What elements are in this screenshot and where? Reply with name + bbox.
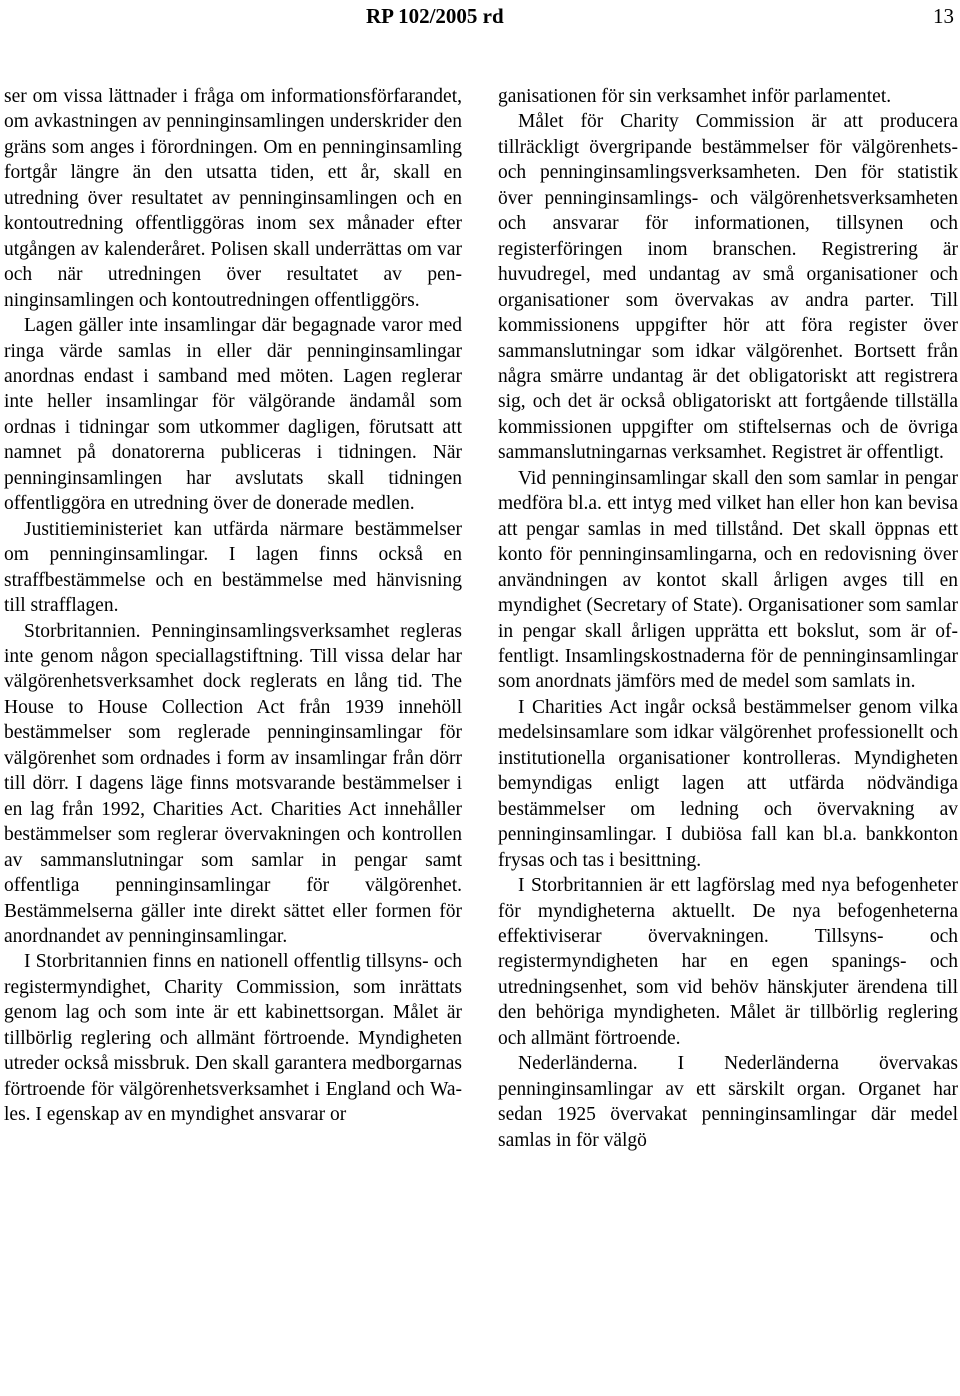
paragraph: Lagen gäller inte insamlingar där begagnade varor med ringa värde samlas in eller där penninginsamlingar anordnas endast i samband med möten. Lagen reglerar inte heller insamlingar för välgörande ändamål som ordnas i tidningar som utkommer dagligen, förutsatt att namnet på donatorerna publiceras i tidningen. När penninginsamlingen har avslutats skall tidningen offentliggöra en utredning över de donerade medlen. xyxy=(4,315,462,515)
paragraph: Storbritannien. Penninginsamlingsverksamhet regleras inte genom någon speciallagstiftning. Till vissa delar har välgörenhetsverksamhet dock reglerats en lång tid. The House to House Collection Act från 1939 innehöll bestämmelser som reglerade penninginsamlingar för välgörenhet som ordnades i form av insamlingar från dörr till dörr. I dagens läge finns motsvarande bestämmelser i en lag från 1992, Charities Act. Charities Act innehåller bestämmelser som reglerar övervakningen och kontrollen av sammanslutningar som samlar in pengar samt offentliga penninginsamlingar för välgörenhet. Bestämmelserna gäller inte direkt sättet eller formen för anordnandet av penninginsamlingar. xyxy=(4,620,462,947)
paragraph: Justitieministeriet kan utfärda närmare bestämmelser om penninginsamlingar. I lagen finns också en straffbestämmelse och en bestämmelse med hänvisning till strafflagen. xyxy=(4,518,462,617)
paragraph: I Charities Act ingår också bestämmelser genom vilka medelsinsamlare som idkar välgörenhet professionellt och institutionella organisationer kontrolleras. Myndigheten bemyndigas enligt lagen att utfärda nödvändiga bestämmelser om ledning och övervakning av penninginsamlingar. I dubiösa fall kan bl.a. bankkonton frysas och tas i besittning. xyxy=(498,696,958,871)
document-id: RP 102/2005 rd xyxy=(366,4,504,28)
paragraph: I Storbritannien är ett lagförslag med nya befogenheter för myndigheterna aktuellt. De nya befogenheterna effektiviserar övervakningen. Tillsyns- och registermyndigheten har en egen spanings- och utredningsenhet, som vid behöv hänskjuter ärendena till den behöriga myndigheten. Målet är tillbörlig reglering och allmänt förtroende. xyxy=(498,875,958,1049)
paragraph: I Storbritannien finns en nationell offentlig tillsyns- och registermyndighet, Charity Commission, som inrättats genom lag och som inte är ett kabinettsorgan. Målet är tillbörlig reglering och allmänt förtroende. Myndigheten utreder också missbruk. Den skall garantera medborgarnas förtroende för välgörenhetsverksamhet i England och Wales. I egenskap av en myndighet ansvarar or xyxy=(4,951,462,1126)
right-column xyxy=(498,84,958,1153)
page-header xyxy=(0,0,960,40)
paragraph: Nederländerna. I Nederländerna övervakas penninginsamlingar av ett särskilt organ. Organet har sedan 1925 övervakat penninginsamlingar där medel samlas in för välgö xyxy=(498,1053,958,1151)
paragraph: Målet för Charity Commission är att producera tillräckligt övergripande bestämmelser för välgörenhets- och penninginsamlingsverksamheten. Den för statistik över penninginsamlings- och välgörenhetsverksamheten och ansvarar för informationen, tillsynen och registerföringen inom branschen. Registrering är huvudregel, med undantag av små organisationer och organisationer som övervakas av andra parter. Till kommissionens uppgifter hör att föra register över sammanslutningar som idkar välgörenhet. Bortsett från några smärre undantag är det obligatoriskt att registrera sig, och det är också obligatoriskt att fortgående tillställa kommissionen uppgifter om stiftelsernas och de övriga sammanslutningarnas verksamhet. Registret är offentligt. xyxy=(498,111,958,464)
paragraph: Vid penninginsamlingar skall den som samlar in pengar medföra bl.a. ett intyg med vilket han eller hon kan bevisa att pengar samlas in med tillstånd. Det skall öppnas ett konto för penninginsamlingarna, och en redovisning över användningen av kontot skall årligen avges till en myndighet (Secretary of State). Organisationer som samlar in pengar skall årligen upprätta ett bokslut, som är offentligt. Insamlingskostnaderna för de penninginsamlingar som anordnats jämförs med de medel som samlats in. xyxy=(498,467,958,693)
paragraph: ganisationen för sin verksamhet inför parlamentet. xyxy=(498,86,892,107)
page-number: 13 xyxy=(933,4,954,28)
left-column xyxy=(4,84,462,1128)
paragraph: ser om vissa lättnader i fråga om informationsförfarandet, om avkastningen av penninginsamlingen underskrider den gräns som anges i förordningen. Om en penninginsamling fortgår längre än den utsatta tiden, ett år, skall en utredning över resultatet av penninginsamlingen och en kontoutredning offentliggöras inom sex månader efter utgången av kalenderåret. Polisen skall underrättas om var och när utredningen över resultatet av penninginsamlingen och kontoutredningen offentliggörs. xyxy=(4,86,462,311)
